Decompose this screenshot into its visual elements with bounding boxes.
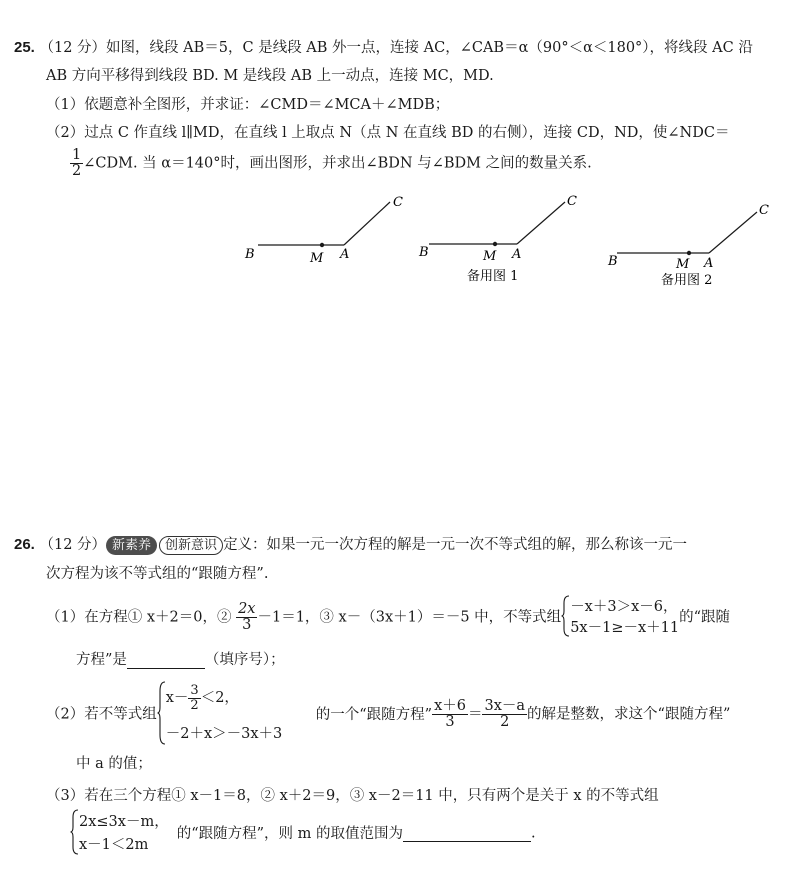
q26-score: （12 分）: [39, 537, 107, 553]
q26-p1-line2: 方程”是: [76, 652, 127, 668]
q26-p3-b: 的“跟随方程”，则 m 的取值范围为: [176, 825, 404, 842]
brace-icon: [157, 681, 166, 749]
q26-p1-c: 的“跟随: [679, 609, 731, 626]
q26-part2-row: [46, 681, 730, 749]
q25-stem-line1: 如图，线段 AB＝5，C 是线段 AB 外一点，连接 AC，∠CAB＝α（90°＜α＜180°），将线段 AC 沿: [106, 40, 753, 56]
q26-p2-line2: 中 a 的值；: [76, 756, 152, 772]
q26-p1-frac-num: 2x: [238, 601, 256, 618]
label-m: M: [483, 249, 497, 264]
q26-p2-frac2: [482, 699, 527, 730]
q26-part3-row2: [70, 809, 536, 859]
q25-part2-line2: ∠CDM. 当 α＝140°时，画出图形，并求出∠BDN 与∠BDM 之间的数量关系.: [83, 155, 592, 172]
q26-p2-a: （2）若不等式组: [46, 706, 157, 723]
brace-icon: [70, 809, 79, 859]
q26-p1-a: （1）在方程① x＋2＝0，②: [46, 609, 232, 626]
label-a: A: [340, 247, 350, 262]
q26-p2-eq: ＝: [467, 706, 483, 723]
segment-ac: [517, 202, 565, 244]
badge-new-literacy: 新素养: [106, 536, 157, 555]
q26-p2-sys1-a: x－: [165, 690, 189, 707]
q26-p1-sys1: －x＋3＞x－6，: [570, 598, 678, 615]
q26-p1-b: －1＝1，③ x－（3x＋1）＝－5 中，不等式组: [257, 609, 562, 626]
q26-p2-sys2: －2＋x＞－3x＋3: [165, 726, 283, 743]
q26-part1-row: [46, 595, 730, 641]
q26-p1-system: [570, 597, 679, 639]
q26-p1-frac-den: 3: [242, 617, 252, 634]
q26-p3-line1: （3）若在三个方程① x－1＝8，② x＋2＝9，③ x－2＝11 中，只有两个是关于 x 的不等式组: [46, 788, 659, 804]
label-m: M: [676, 257, 690, 272]
q25-half-den: 2: [72, 163, 82, 180]
q26-p3-system: [79, 811, 169, 856]
q26-p2-sys1-den: 2: [190, 697, 199, 713]
q26-part1-line2: [76, 648, 285, 669]
q26-p2-f2-num: 3x－a: [484, 698, 526, 715]
q26-p2-frac1: [432, 699, 468, 730]
q25-figure-spare1: [415, 190, 590, 290]
point-m: [687, 251, 691, 255]
q25-part1: （1）依题意补全图形，并求证：∠CMD＝∠MCA＋∠MDB；: [46, 97, 450, 113]
q26-p3-end: .: [531, 825, 536, 842]
label-b: B: [608, 254, 618, 269]
q26-p2-c: 的解是整数，求这个“跟随方程”: [527, 706, 731, 723]
label-a: A: [704, 256, 714, 271]
point-m: [493, 242, 497, 246]
q25-number: 25.: [14, 39, 35, 56]
answer-blank-3[interactable]: [403, 826, 531, 842]
q26-line1: [14, 533, 687, 555]
q25-score: （12 分）: [39, 40, 107, 56]
point-m: [320, 243, 324, 247]
caption-spare2: 备用图 2: [661, 273, 713, 288]
segment-ac: [709, 212, 757, 253]
q25-part2-line2-row: [70, 148, 592, 179]
q26-number: 26.: [14, 536, 35, 553]
label-c: C: [393, 195, 403, 210]
q25-part2-line1: （2）过点 C 作直线 l∥MD，在直线 l 上取点 N（点 N 在直线 BD 的右侧），连接 CD，ND，使∠NDC＝: [46, 125, 730, 141]
q25-half-fraction: [70, 148, 83, 179]
caption-spare1: 备用图 1: [467, 269, 519, 284]
q26-p2-f2-den: 2: [500, 714, 510, 731]
label-c: C: [567, 194, 577, 209]
segment-ac: [344, 202, 390, 245]
badge-innovation: 创新意识: [159, 536, 223, 555]
q26-p2-f1-num: x＋6: [434, 698, 466, 715]
q25-stem-line2: AB 方向平移得到线段 BD. M 是线段 AB 上一动点，连接 MC，MD.: [46, 68, 494, 84]
q26-stem-line2: 次方程为该不等式组的“跟随方程”.: [46, 566, 269, 582]
q26-p2-system: [166, 684, 294, 745]
label-a: A: [512, 247, 522, 262]
q26-p1-line2-end: （填序号）；: [204, 652, 285, 668]
q25-half-num: 1: [72, 147, 82, 163]
q26-p1-fraction: [236, 602, 257, 633]
q25-line1: [14, 36, 753, 57]
q26-stem-line1: 定义：如果一元一次方程的解是一元一次不等式组的解，那么称该一元一: [223, 537, 688, 553]
q26-p3-sys1: 2x≤3x－m，: [79, 814, 169, 831]
brace-icon: [561, 595, 570, 641]
label-m: M: [310, 251, 324, 266]
q25-figure-main: [240, 192, 415, 272]
q26-p2-sys1-b: ＜2，: [200, 690, 239, 707]
label-b: B: [245, 247, 255, 262]
q26-p2-sys1-num: 3: [190, 683, 199, 699]
q26-p2-b: 的一个“跟随方程”: [315, 706, 433, 723]
answer-blank-1[interactable]: [127, 652, 205, 669]
q26-p1-sys2: 5x－1≥－x＋11: [570, 619, 680, 636]
q26-p2-f1-den: 3: [445, 714, 455, 731]
q26-p2-sys1-frac: [188, 684, 200, 712]
q25-figure-spare2: [605, 198, 785, 298]
q26-p3-sys2: x－1＜2m: [79, 836, 149, 853]
label-b: B: [419, 245, 429, 260]
q26-p2-sys-row1: [166, 684, 294, 712]
label-c: C: [759, 203, 769, 218]
